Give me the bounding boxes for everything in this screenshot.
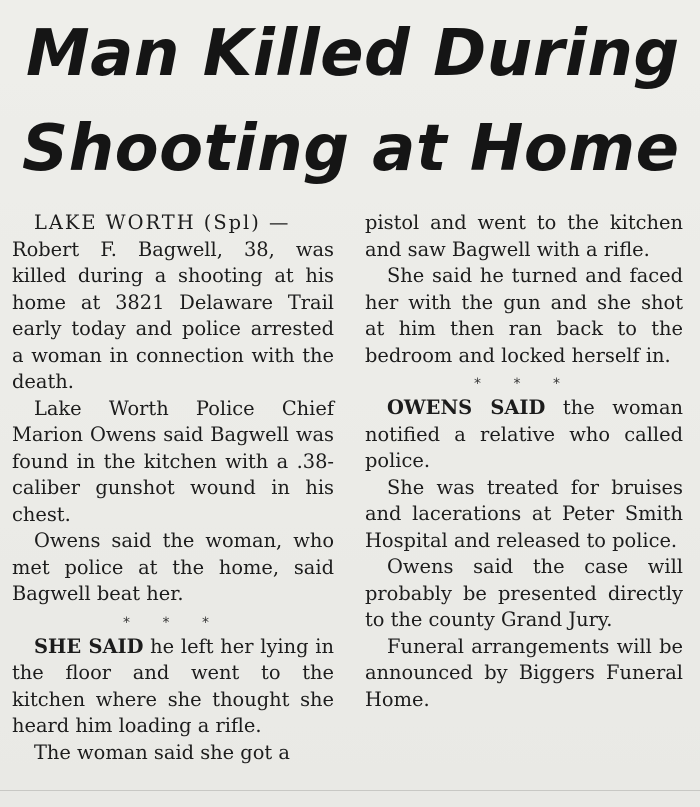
- section-separator: * * *: [474, 376, 574, 392]
- section-separator: * * *: [123, 614, 223, 631]
- paragraph-9: Owens said the case will probably be presented directly to the county Grand Jury.: [365, 555, 683, 631]
- section-lead-she-said: SHE SAID: [34, 634, 144, 658]
- paragraph-5: The woman said she got a: [34, 740, 290, 764]
- article-column-left: [12, 210, 334, 766]
- section-lead-owens-said: OWENS SAID: [387, 396, 546, 419]
- paragraph-7-text: the woman notified a relative who called police.: [365, 396, 683, 472]
- paragraph-2: Lake Worth Police Chief Marion Owens said Bagwell was found in the kitchen with a .38-caliber gunshot wound in his chest.: [12, 396, 334, 526]
- article-column-right: [365, 210, 683, 713]
- paragraph-4-text: he left her lying in the floor and went to the kitchen where she thought she heard him loading a rifle.: [12, 634, 334, 737]
- headline-line-2: Shooting at Home: [22, 112, 680, 186]
- paragraph-8: She was treated for bruises and lacerations at Peter Smith Hospital and released to police.: [365, 475, 683, 552]
- paragraph-3: Owens said the woman, who met police at the home, said Bagwell beat her.: [12, 529, 334, 605]
- headline-line-1: Man Killed During: [26, 17, 680, 91]
- paragraph-7: [365, 395, 683, 475]
- paragraph-10: Funeral arrangements will be announced by Biggers Funeral Home.: [365, 634, 683, 711]
- paragraph-4: [12, 634, 334, 740]
- paragraph-5-continued: pistol and went to the kitchen and saw Bagwell with a rifle.: [365, 211, 683, 261]
- paragraph-1: Robert F. Bagwell, 38, was killed during a shooting at his home at 3821 Delaware Trail early today and police arrested a woman in connection with the death.: [12, 237, 334, 393]
- paragraph-6: She said he turned and faced her with the gun and she shot at him then ran back to the bedroom and locked herself in.: [365, 264, 683, 367]
- dateline: [12, 210, 334, 237]
- dateline-text: LAKE WORTH (Spl) —: [34, 211, 291, 234]
- bottom-rule: [0, 790, 700, 791]
